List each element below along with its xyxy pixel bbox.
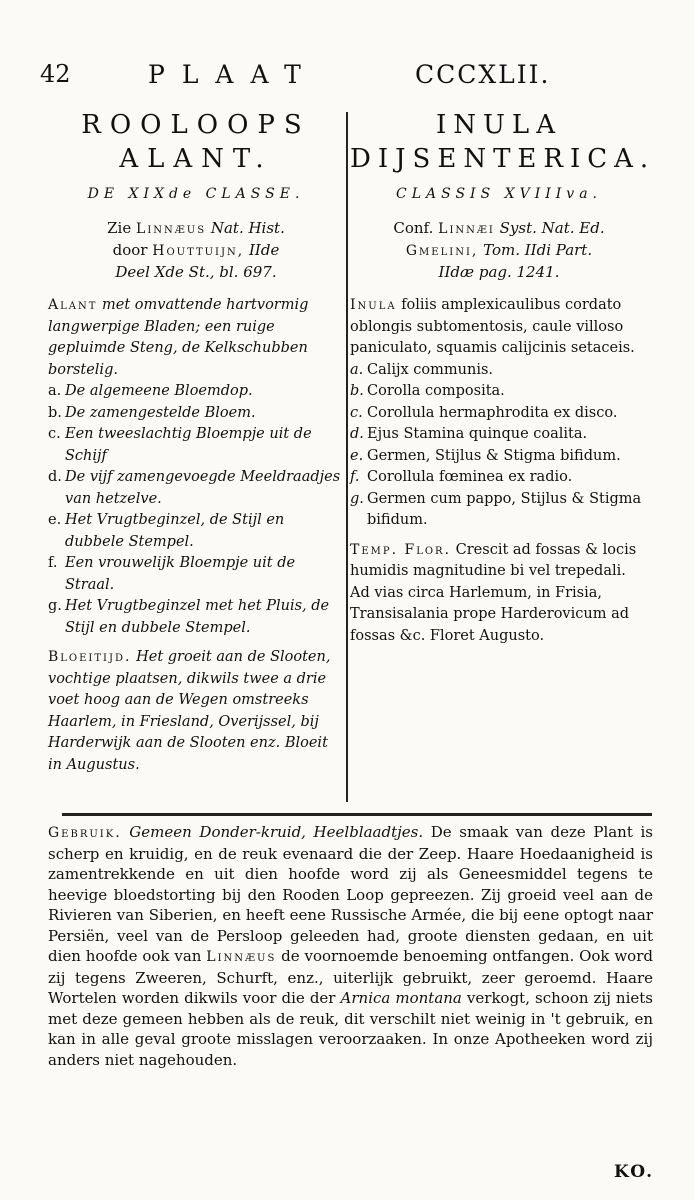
dutch-title-line1: ROOLOOPS [81,110,311,140]
dutch-item-a: a. De algemeene Bloemdop. [48,383,253,399]
latin-flowering [350,540,648,648]
latin-reference [350,218,648,284]
ref-zie: Zie [107,219,132,237]
dutch-item-d: d. De vijf zamengevoegde Meeldraadjes van hetzelve. [48,469,341,507]
ref-gmelini: Gmelini, [405,243,479,259]
catchword: KO. [613,1162,654,1182]
ref-door: door [112,241,148,259]
gebruik-names: Gemeen Donder-kruid, Heelblaadtjes. [129,823,424,841]
latin-item-b: b. Corolla composita. [350,383,505,399]
latin-item-a: a. Calijx communis. [350,361,494,378]
temp-flor-label: Temp. Flor. [350,541,452,558]
latin-item-e: e. Germen, Stijlus & Stigma bifidum. [350,447,621,464]
latin-item-g: g. Germen cum pappo, Stijlus & Stigma bifidum. [350,490,642,528]
dutch-desc-label: Alant [48,297,98,313]
gebruik-linnaeus: Linnæus [206,949,277,965]
gebruik-text-1: De smaak van deze Plant is scherp en kruidig, en de reuk evenaard die der Zeep. Haare Hoedaanigheid is zamentrekkende en uit dien hoofde word zij als Geneesmiddel tegens te heevige bloedstorting bij den Rooden Loop gepreezen. Zij groeid veel aan de Rivieren van Siberien, en heeft eene Russische Armée, die bij eene optogt naar Persiën, veel van de Persloop geleeden had, groote diensten gedaan, en uit dien hoofde ook van [48,823,653,965]
ref-conf: Conf. [393,219,434,237]
latin-item-f: f. Corollula fœminea ex radio. [350,469,573,485]
dutch-title-line2: ALANT. [119,144,273,174]
gebruik-paragraph [48,822,653,1070]
ref-syst: Syst. Nat. Ed. [499,219,605,237]
dutch-item-g: g. Het Vrugtbeginzel met het Pluis, de Stijl en dubbele Stempel. [48,598,330,636]
latin-title-line1: INULA [436,110,562,140]
dutch-reference [48,218,344,284]
latin-class: CLASSIS XVIIIva. [396,186,602,202]
column-divider [346,112,348,802]
dutch-item-e: e. Het Vrugtbeginzel, de Stijl en dubbele Stempel. [48,512,285,550]
gebruik-text-2: de voornoemde benoeming ontfangen. Ook word zij tegens Zweeren, Schurft, enz., uiterlijk gebruikt, zeer geroemd. Haare Wortelen worden dikwils voor die der [48,947,653,1007]
temp-flor-text: Crescit ad fossas & locis humidis magnitudine bi vel trepedali. Ad vias circa Harlemum, in Frisia, Transisalania prope Harderovicum ad fossas &c. Floret Augusto. [350,541,637,644]
gebruik-text-3: verkogt, schoon zij niets met deze gemeen hebben als de reuk, dit verschilt niet weinig in 't gebruik, en kan in alle geval groote misslagen veroorzaaken. In onze Apotheeken word zij anders niet nagehouden. [48,989,653,1069]
section-rule [62,813,652,816]
bloeitijd-label: Bloeitijd. [48,649,132,665]
latin-title [350,108,656,176]
ref-houttuijn: Houttuijn, [152,243,245,259]
gebruik-arnica: Arnica montana [340,989,462,1007]
ref-ilde: IIde [249,241,280,259]
running-header [40,60,654,92]
latin-desc-label: Inula [350,297,397,313]
ref-linnaeus: Linnæus [136,221,207,237]
latin-title-line2: DIJSENTERICA. [350,144,656,174]
latin-column [350,108,656,647]
dutch-class: DE XIXde CLASSE. [87,186,305,202]
page-number: 42 [40,60,71,88]
plate-number: CCCXLII. [415,60,551,89]
ref-linnaei: Linnæi [438,221,495,237]
dutch-title [48,108,344,176]
latin-item-d: d. Ejus Stamina quinque coalita. [350,426,588,442]
ref-nat-hist: Nat. Hist. [210,219,285,237]
dutch-item-c: c. Een tweeslachtig Bloempje uit de Schijf [48,426,312,464]
plate-label: PLAAT [148,60,318,89]
dutch-item-b: b. De zamengestelde Bloem. [48,404,256,421]
dutch-description [48,295,344,776]
latin-item-c: c. Corollula hermaphrodita ex disco. [350,404,618,421]
ref-deel: Deel Xde St., bl. 697. [115,263,277,281]
dutch-column [48,108,344,776]
ref-pag: IIdæ pag. 1241. [438,263,560,281]
dutch-flowering [48,647,344,776]
latin-desc-text: foliis amplexicaulibus cordato oblongis subtomentosis, caule villoso paniculato, squamis calijcinis setaceis. [350,297,635,356]
gebruik-label: Gebruik. [48,825,122,841]
dutch-desc-text: met omvattende hartvormig langwerpige Bladen; een ruige gepluimde Steng, de Kelkschubben borstelig. [48,297,309,378]
latin-description [350,295,648,647]
dutch-item-f: f. Een vrouwelijk Bloempje uit de Straal. [48,555,296,593]
ref-tom: Tom. IIdi Part. [483,241,593,259]
bloeitijd-text: Het groeit aan de Slooten, vochtige plaatsen, dikwils twee a drie voet hoog aan de Wegen omstreeks Haarlem, in Friesland, Overijssel, bij Harderwijk aan de Slooten enz. Bloeit in Augustus. [48,649,331,773]
